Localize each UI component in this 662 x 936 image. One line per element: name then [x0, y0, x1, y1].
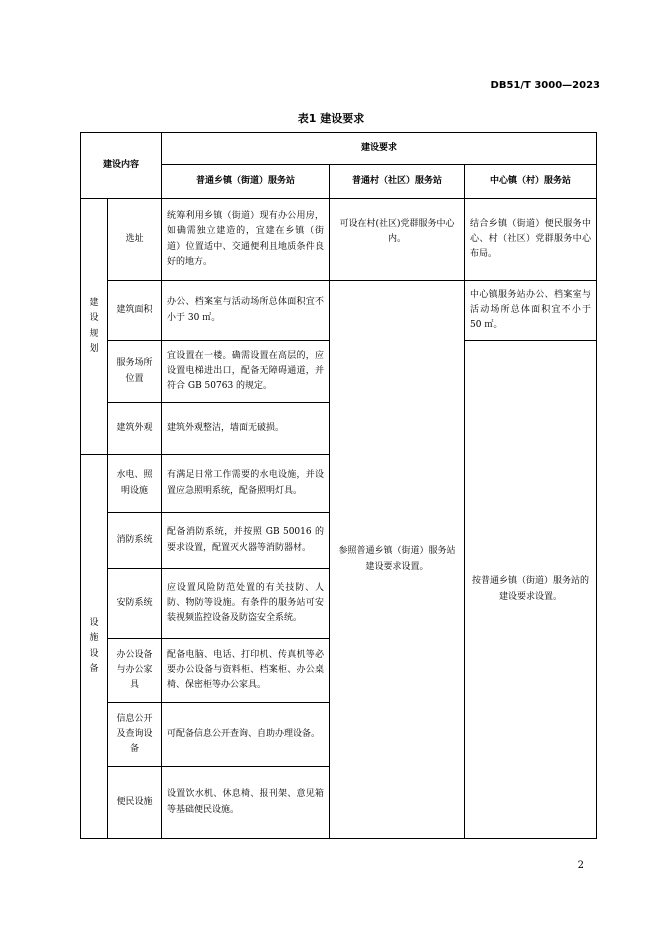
- town-requirement: 设置饮水机、休息椅、报刊架、意见箱等基础便民设施。: [162, 767, 330, 839]
- item-label: 安防系统: [108, 569, 162, 639]
- item-label: 服务场所位置: [108, 341, 162, 403]
- town-requirement: 宜设置在一楼。确需设置在高层的，应设置电梯进出口，配备无障碍通道，并符合 GB 50763 的规定。: [162, 341, 330, 403]
- item-label: 信息公开及查询设备: [108, 703, 162, 767]
- header-town-station: 普通乡镇（街道）服务站: [162, 165, 330, 199]
- header-center-station: 中心镇（村）服务站: [465, 165, 597, 199]
- item-label: 消防系统: [108, 513, 162, 569]
- town-requirement: 配备消防系统，并按照 GB 50016 的要求设置，配置灭火器等消防器材。: [162, 513, 330, 569]
- town-requirement: 配备电脑、电话、打印机、传真机等必要办公设备与资料柜、档案柜、办公桌椅、保密柜等办公家具。: [162, 639, 330, 703]
- town-requirement: 建筑外观整洁，墙面无破损。: [162, 403, 330, 455]
- town-requirement: 可配备信息公开查询、自助办理设备。: [162, 703, 330, 767]
- group-planning: 建 设 规 划: [81, 199, 108, 455]
- header-village-station: 普通村（社区）服务站: [330, 165, 465, 199]
- group-facilities: 设 施 设 备: [81, 455, 108, 839]
- header-requirements: 建设要求: [162, 133, 597, 165]
- center-requirement: 中心镇服务站办公、档案室与活动场所总体面积宜不小于 50 ㎡。: [465, 281, 597, 341]
- town-requirement: 统筹利用乡镇（街道）现有办公用房，如确需独立建造的，宜建在乡镇（街道）位置适中、交通便利且地质条件良好的地方。: [162, 199, 330, 281]
- item-label: 办公设备与办公家具: [108, 639, 162, 703]
- requirements-table: [80, 132, 597, 839]
- page-number: 2: [577, 860, 584, 871]
- table-title: 表1 建设要求: [297, 112, 365, 125]
- center-requirement: 结合乡镇（街道）便民服务中心、村（社区）党群服务中心布局。: [465, 199, 597, 281]
- table-row: [81, 199, 597, 281]
- center-shared-requirement: 按普通乡镇（街道）服务站的建设要求设置。: [465, 341, 597, 839]
- item-label: 选址: [108, 199, 162, 281]
- item-label: 建筑面积: [108, 281, 162, 341]
- village-shared-requirement: 参照普通乡镇（街道）服务站建设要求设置。: [330, 281, 465, 839]
- town-requirement: 应设置风险防范处置的有关技防、人防、物防等设施。有条件的服务站可安装视频监控设备及防盗安全系统。: [162, 569, 330, 639]
- village-requirement: 可设在村(社区)党群服务中心内。: [330, 199, 465, 281]
- item-label: 建筑外观: [108, 403, 162, 455]
- town-requirement: 有满足日常工作需要的水电设施，并设置应急照明系统，配备照明灯具。: [162, 455, 330, 513]
- town-requirement: 办公、档案室与活动场所总体面积宜不小于 30 ㎡。: [162, 281, 330, 341]
- item-label: 便民设施: [108, 767, 162, 839]
- document-id: DB51/T 3000—2023: [490, 80, 600, 91]
- table-row: [81, 281, 597, 341]
- header-content: 建设内容: [81, 133, 162, 199]
- item-label: 水电、照明设施: [108, 455, 162, 513]
